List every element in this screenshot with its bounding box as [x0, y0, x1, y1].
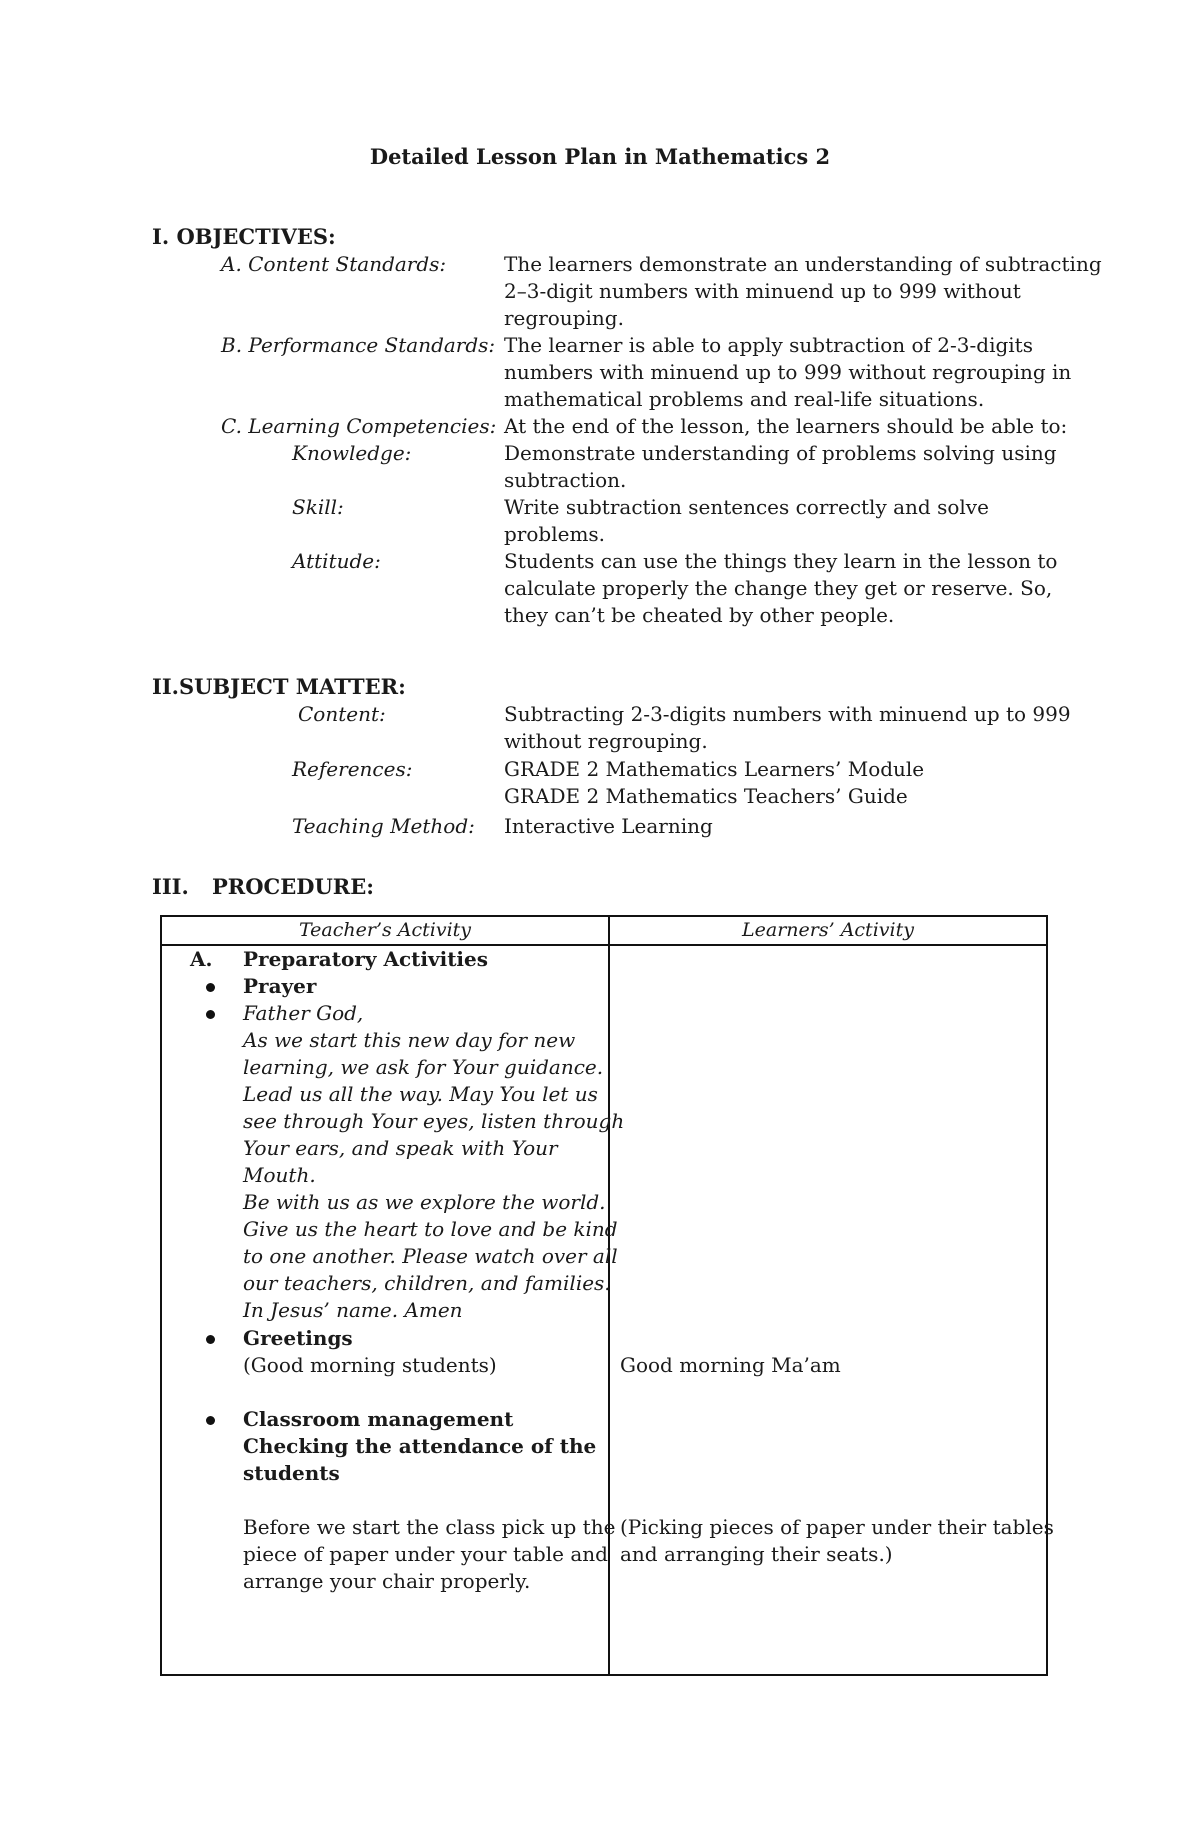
greetings-learner-text: Good morning Ma’am	[620, 1353, 841, 1377]
knowledge-label: Knowledge:	[292, 441, 412, 465]
learner-response-line: (Picking pieces of paper under their tables	[620, 1515, 1054, 1539]
text-line: numbers with minuend up to 999 without regrouping in	[504, 360, 1072, 384]
procedure-number: III.	[152, 874, 189, 899]
teacher-activity-header: Teacher’s Activity	[298, 919, 472, 941]
objectives-heading: I. OBJECTIVES:	[152, 224, 336, 249]
preparatory-letter: A.	[190, 947, 213, 971]
bullet-icon	[206, 1010, 215, 1019]
attendance-line: Checking the attendance of the	[243, 1434, 597, 1458]
subject-matter-heading: II.SUBJECT MATTER:	[152, 674, 406, 699]
text-line: The learners demonstrate an understanding of subtracting	[504, 252, 1102, 276]
content-text	[504, 701, 1071, 755]
learner-response-line: and arranging their seats.)	[620, 1542, 893, 1566]
text-line: Interactive Learning	[504, 814, 713, 838]
instruction-line: piece of paper under your table and	[243, 1542, 608, 1566]
learner-activity-header: Learners’ Activity	[742, 919, 914, 941]
classroom-management-label: Classroom management	[243, 1407, 514, 1431]
procedure-heading: PROCEDURE:	[212, 874, 374, 899]
text-line: 2–3-digit numbers with minuend up to 999 without	[504, 279, 1021, 303]
attitude-text	[504, 548, 1064, 629]
prayer-line: Mouth.	[243, 1163, 316, 1187]
text-line: GRADE 2 Mathematics Teachers’ Guide	[504, 784, 908, 808]
text-line: Demonstrate understanding of problems solving using	[504, 441, 1057, 465]
greetings-label: Greetings	[243, 1326, 353, 1350]
text-line: At the end of the lesson, the learners should be able to:	[504, 414, 1068, 438]
text-line: Students can use the things they learn in the lesson to	[504, 549, 1058, 573]
text-line: calculate properly the change they get or reserve. So,	[504, 576, 1053, 600]
prayer-line: to one another. Please watch over all	[243, 1244, 618, 1268]
prayer-line: Father God,	[243, 1001, 364, 1025]
attendance-line: students	[243, 1461, 340, 1485]
text-line: Subtracting 2-3-digits numbers with minuend up to 999	[504, 702, 1071, 726]
content-standards-label: A. Content Standards:	[221, 252, 447, 276]
learning-competencies-label: C. Learning Competencies:	[221, 414, 497, 438]
references-text	[504, 756, 1064, 810]
preparatory-activities-label: Preparatory Activities	[243, 947, 489, 971]
text-line: they can’t be cheated by other people.	[504, 603, 895, 627]
text-line: problems.	[504, 522, 606, 546]
prayer-line: Be with us as we explore the world.	[243, 1190, 606, 1214]
text-line: without regrouping.	[504, 729, 708, 753]
prayer-line: learning, we ask for Your guidance.	[243, 1055, 604, 1079]
skill-text	[504, 494, 1064, 548]
prayer-label: Prayer	[243, 974, 317, 998]
learning-competencies-text	[504, 413, 1068, 440]
instruction-line: Before we start the class pick up the	[243, 1515, 616, 1539]
attendance-text	[243, 1433, 596, 1487]
text-line: Write subtraction sentences correctly and solve	[504, 495, 989, 519]
content-standards-text	[504, 251, 1102, 332]
prayer-line: As we start this new day for new	[243, 1028, 576, 1052]
prayer-text	[243, 1000, 624, 1324]
prayer-line: our teachers, children, and families.	[243, 1271, 611, 1295]
text-line: GRADE 2 Mathematics Learners’ Module	[504, 757, 925, 781]
prayer-line: In Jesus’ name. Amen	[243, 1298, 463, 1322]
instruction-line: arrange your chair properly.	[243, 1569, 531, 1593]
prayer-line: Give us the heart to love and be kind	[243, 1217, 618, 1241]
learner-response-text	[620, 1514, 1054, 1568]
instruction-text	[243, 1514, 615, 1595]
prayer-line: Your ears, and speak with Your	[243, 1136, 558, 1160]
greetings-teacher-text: (Good morning students)	[243, 1353, 497, 1377]
attitude-label: Attitude:	[292, 549, 381, 573]
page-title: Detailed Lesson Plan in Mathematics 2	[369, 144, 831, 169]
bullet-icon	[206, 1335, 215, 1344]
text-line: The learner is able to apply subtraction of 2-3-digits	[504, 333, 1033, 357]
text-line: regrouping.	[504, 306, 624, 330]
procedure-table	[160, 915, 1054, 1676]
text-line: subtraction.	[504, 468, 627, 492]
teaching-method-text	[504, 813, 1064, 840]
prayer-line: see through Your eyes, listen through	[243, 1109, 625, 1133]
performance-standards-text	[504, 332, 1072, 413]
text-line: mathematical problems and real-life situations.	[504, 387, 985, 411]
performance-standards-label: B. Performance Standards:	[221, 333, 496, 357]
references-label: References:	[292, 757, 413, 781]
content-label: Content:	[298, 702, 386, 726]
skill-label: Skill:	[292, 495, 344, 519]
prayer-line: Lead us all the way. May You let us	[243, 1082, 598, 1106]
bullet-icon	[206, 1416, 215, 1425]
knowledge-text	[504, 440, 1064, 494]
teaching-method-label: Teaching Method:	[292, 814, 475, 838]
bullet-icon	[206, 983, 215, 992]
